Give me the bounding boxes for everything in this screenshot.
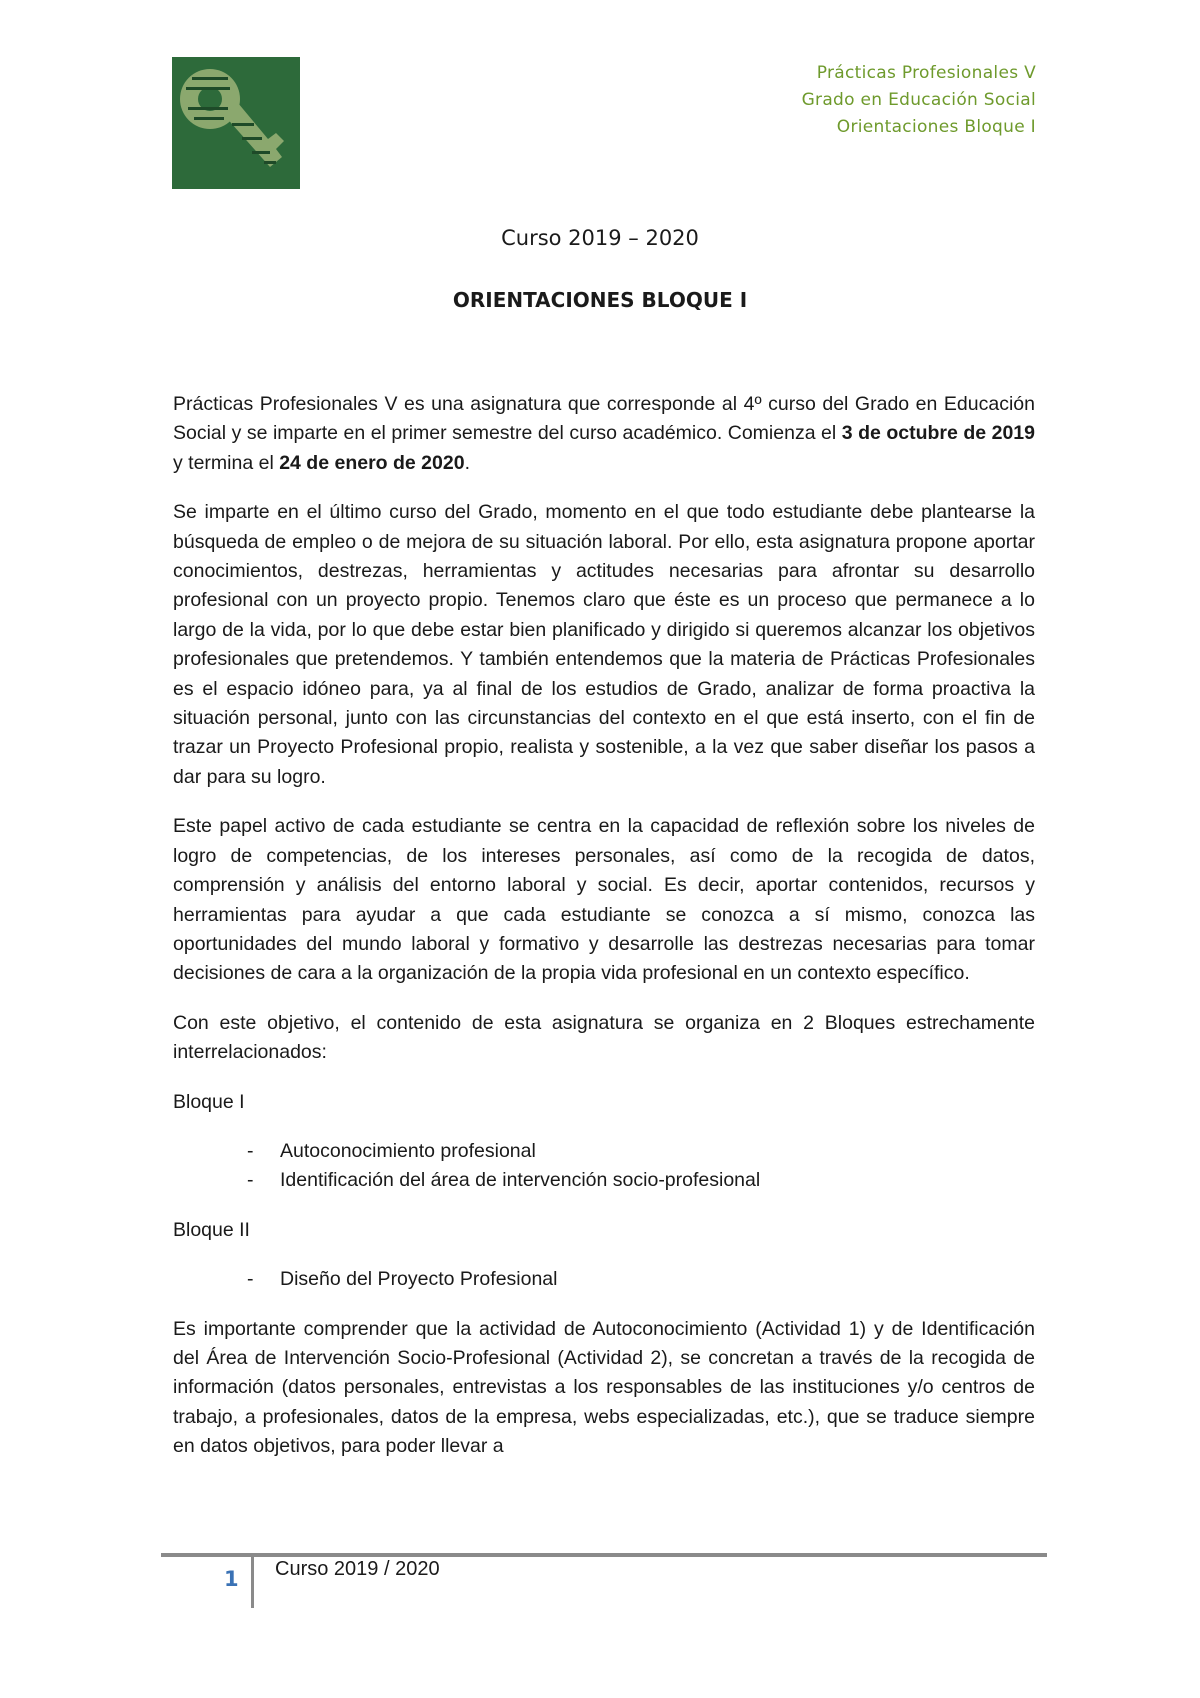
header-course-name: Prácticas Profesionales V [816,63,1036,83]
intro-text: Prácticas Profesionales V es una asignatura que corresponde al 4º curso del Grado en Educación Social y se imparte en el primer semestre del curso académico. Comienza el [173,393,1035,445]
block1-list [173,1137,1035,1196]
list-item-text: Diseño del Proyecto Profesional [280,1268,558,1291]
header-section: Orientaciones Bloque I [836,117,1036,137]
page-title: ORIENTACIONES BLOQUE I [452,288,748,312]
running-header [802,60,1036,141]
list-item [173,1265,1035,1294]
paragraph-activities: Es importante comprender que la actividad de Autoconocimiento (Actividad 1) y de Identificación del Área de Intervención Socio-Profesional (Actividad 2), se concretan a través de la recogida de información (datos personales, entrevistas a los responsables de las instituciones y/o centros de trabajo, a profesionales, datos de la empresa, webs especializadas, etc.), que se traduce siempre en datos objetivos, para poder llevar a [173,1317,1035,1458]
list-item-text: Identificación del área de intervención socio-profesional [280,1169,761,1192]
course-title: Curso 2019 – 2020 [501,226,699,250]
header-degree: Grado en Educación Social [801,90,1036,110]
list-item [173,1137,1035,1166]
key-icon [172,57,300,189]
block1-label: Bloque I [173,1090,245,1113]
list-item [173,1166,1035,1195]
start-date: 3 de octubre de 2019 [841,422,1035,445]
intro-text-connector: y termina el [173,451,280,474]
bullet-dash: - [247,1139,254,1162]
paragraph-active-role: Este papel activo de cada estudiante se centra en la capacidad de reflexión sobre los niveles de logro de competencias, de los intereses personales, así como de la recogida de datos, comprensión y análisis del entorno laboral y social. Es decir, aportar contenidos, recursos y herramientas para ayudar a que cada estudiante se conozca a sí mismo, conozca las oportunidades del mundo laboral y formativo y desarrolle las destrezas necesarias para tomar decisiones de cara a la organización de la propia vida profesional en un contexto específico. [173,815,1035,985]
footer-divider [251,1556,254,1608]
list-item-text: Autoconocimiento profesional [280,1139,536,1162]
end-date: 24 de enero de 2020 [279,451,465,474]
bullet-dash: - [247,1169,254,1192]
footer-rule [161,1553,1047,1557]
intro-text-end: . [464,451,470,474]
block2-label: Bloque II [173,1218,250,1241]
footer-text: Curso 2019 / 2020 [275,1558,440,1580]
document-body [173,390,1035,1482]
block2-list [173,1265,1035,1294]
page-number: 1 [224,1567,239,1591]
paragraph-context: Se imparte en el último curso del Grado, momento en el que todo estudiante debe plantearse la búsqueda de empleo o de mejora de su situación laboral. Por ello, esta asignatura propone aportar conocimientos, destrezas, herramientas y actitudes necesarias para afrontar su desarrollo profesional con un proyecto propio. Tenemos claro que éste es un proceso que permanece a lo largo de la vida, por lo que debe estar bien planificado y dirigido si queremos alcanzar los objetivos profesionales que pretendemos. Y también entendemos que la materia de Prácticas Profesionales es el espacio idóneo para, ya al final de los estudios de Grado, analizar de forma proactiva la situación personal, junto con las circunstancias del contexto en el que está inserto, con el fin de trazar un Proyecto Profesional propio, realista y sostenible, a la vez que saber diseñar los pasos a dar para su logro. [173,501,1035,788]
key-word-cloud-logo [172,57,300,189]
paragraph-intro [173,390,1035,478]
paragraph-objective: Con este objetivo, el contenido de esta asignatura se organiza en 2 Bloques estrechamente interrelacionados: [173,1011,1035,1064]
bullet-dash: - [247,1268,254,1291]
